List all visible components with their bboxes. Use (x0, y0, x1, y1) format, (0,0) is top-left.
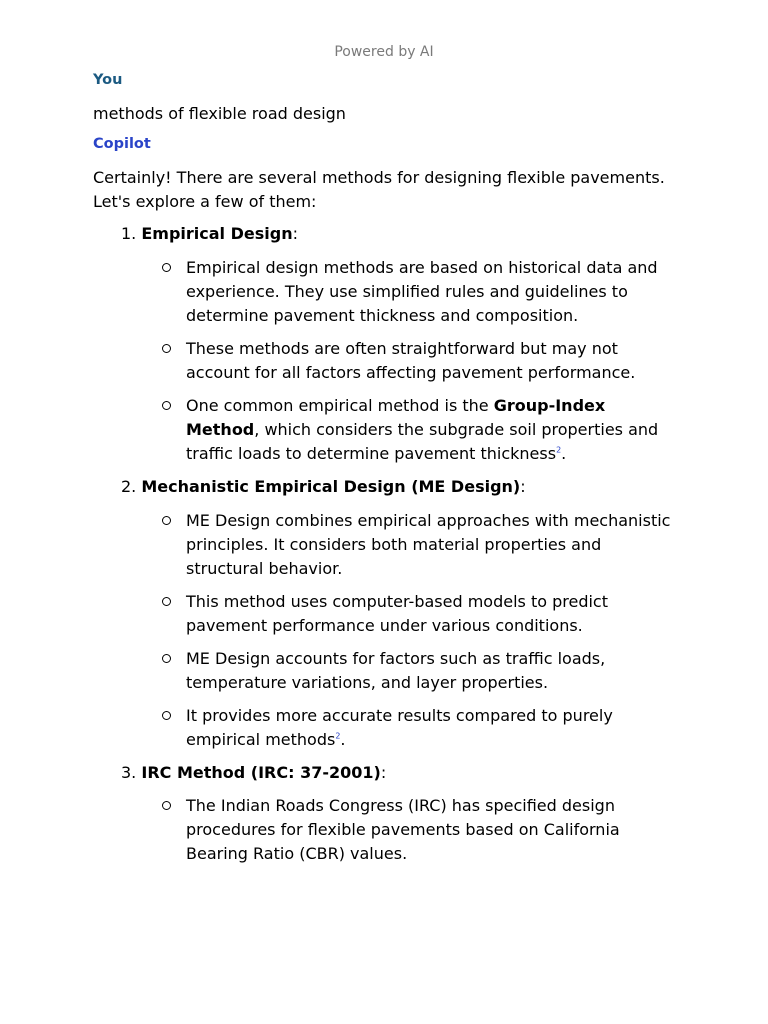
section-suffix: : (520, 477, 526, 496)
section-title: IRC Method (IRC: 37-2001) (141, 763, 381, 782)
bullet-text-part: , which considers the subgrade soil properties and traffic loads to determine pavement thickness (186, 420, 659, 463)
section-suffix: : (380, 763, 387, 782)
list-item (162, 704, 682, 752)
citation-link[interactable]: 2 (335, 731, 341, 741)
bullet-text-part: . (340, 730, 346, 749)
list-item (162, 256, 682, 328)
section-title: Mechanistic Empirical Design (ME Design) (141, 477, 521, 496)
section-number: 1. (121, 224, 137, 243)
group-index-method-term: Group-Index Method (186, 396, 606, 439)
list-item (162, 647, 682, 695)
section-heading-me-design (121, 475, 526, 499)
circle-bullet-icon (162, 401, 171, 410)
assistant-intro: Certainly! There are several methods for designing flexible pavements. Let's explore a few of them: (93, 168, 665, 211)
assistant-speaker-label: Copilot (93, 136, 151, 152)
bullet-text: Empirical design methods are based on historical data and experience. They use simplified rules and guidelines to determine pavement thickness and composition. (186, 258, 658, 325)
citation-link[interactable]: 2 (556, 445, 562, 455)
list-item (162, 794, 682, 866)
section-title: Empirical Design (141, 224, 293, 243)
section-number: 2. (121, 477, 137, 496)
bullet-text: ME Design accounts for factors such as traffic loads, temperature variations, and layer properties. (186, 649, 606, 692)
powered-by-label: Powered by AI (334, 44, 434, 60)
section-number: 3. (121, 763, 137, 782)
section-heading-empirical (121, 222, 298, 246)
user-speaker-label: You (93, 72, 123, 88)
list-item (162, 590, 682, 638)
circle-bullet-icon (162, 344, 171, 353)
circle-bullet-icon (162, 516, 171, 525)
section-heading-irc-method (121, 761, 386, 785)
list-item (162, 337, 682, 385)
bullet-text (186, 394, 682, 466)
circle-bullet-icon (162, 263, 171, 272)
user-message: methods of flexible road design (93, 104, 346, 123)
bullet-text: The Indian Roads Congress (IRC) has specified design procedures for flexible pavements based on California Bearing Ratio (CBR) values. (186, 796, 620, 863)
bullet-text: ME Design combines empirical approaches with mechanistic principles. It considers both material properties and structural behavior. (186, 511, 671, 578)
bullet-text-part: It provides more accurate results compared to purely empirical methods (186, 706, 613, 749)
bullet-text: These methods are often straightforward but may not account for all factors affecting pavement performance. (186, 339, 636, 382)
bullet-text: This method uses computer-based models to predict pavement performance under various conditions. (186, 592, 608, 635)
section-suffix: : (292, 224, 298, 243)
bullet-text-part: . (561, 444, 567, 463)
circle-bullet-icon (162, 597, 171, 606)
list-item (162, 394, 682, 466)
list-item (162, 509, 682, 581)
circle-bullet-icon (162, 654, 171, 663)
bullet-text-part: One common empirical method is the (186, 396, 494, 415)
circle-bullet-icon (162, 711, 171, 720)
bullet-text (186, 704, 682, 752)
circle-bullet-icon (162, 801, 171, 810)
